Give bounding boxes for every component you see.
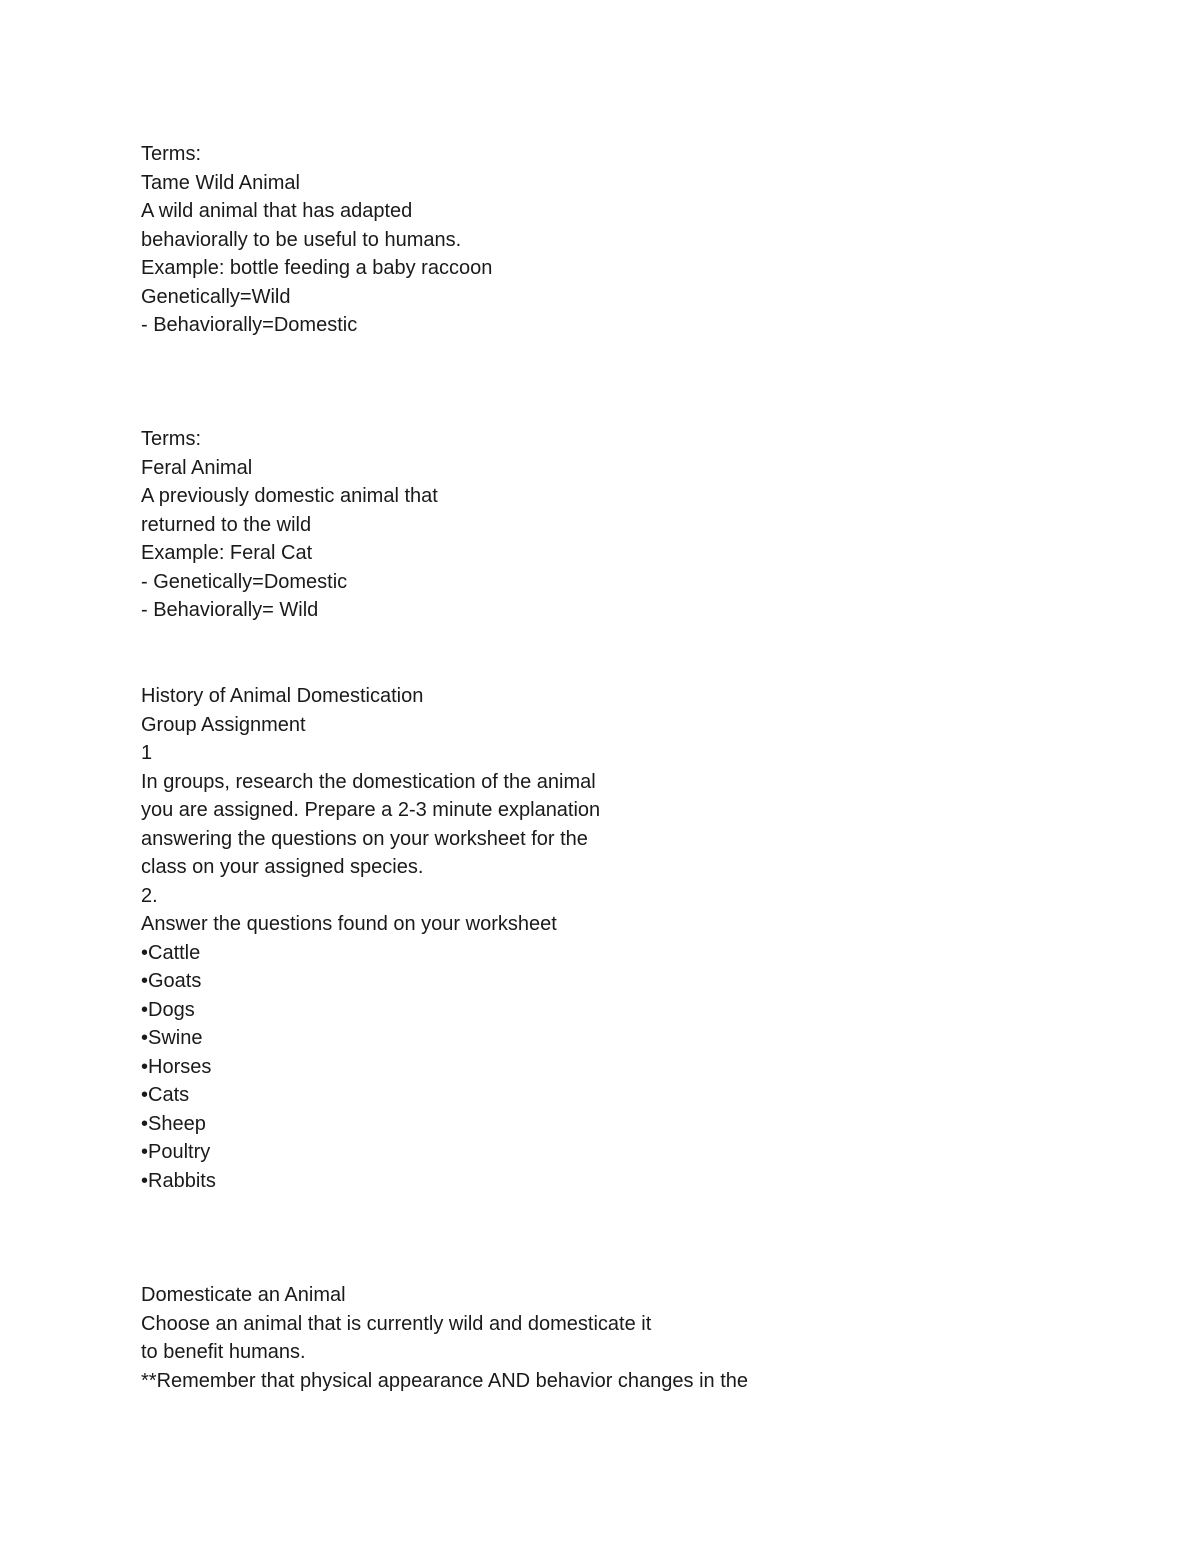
history-subtitle: Group Assignment [141, 713, 306, 736]
step1-line: In groups, research the domestication of the animal [141, 770, 596, 793]
tame-wild-animal-section [141, 140, 492, 340]
section-heading: Terms: [141, 143, 201, 165]
term-title: Feral Animal [141, 456, 253, 479]
step-number: 2. [141, 884, 158, 907]
definition-line: returned to the wild [141, 513, 312, 536]
animal-list-item: •Rabbits [141, 1169, 216, 1192]
domesticate-line: Choose an animal that is currently wild and domesticate it [141, 1312, 652, 1335]
history-section [141, 682, 600, 1195]
behavior-line: - Behaviorally= Wild [141, 599, 319, 621]
animal-list-item: •Dogs [141, 998, 195, 1021]
domesticate-line: to benefit humans. [141, 1341, 306, 1363]
domesticate-line: **Remember that physical appearance AND behavior changes in the [141, 1369, 749, 1392]
genetics-line: - Genetically=Domestic [141, 570, 348, 593]
behavior-line: - Behaviorally=Domestic [141, 314, 358, 336]
animal-list-item: •Cattle [141, 941, 201, 964]
term-title: Tame Wild Animal [141, 171, 300, 194]
history-title: History of Animal Domestication [141, 685, 424, 707]
definition-line: behaviorally to be useful to humans. [141, 228, 462, 251]
step-number: 1 [141, 742, 153, 764]
genetics-line: Genetically=Wild [141, 285, 291, 308]
step1-line: you are assigned. Prepare a 2-3 minute explanation [141, 799, 601, 821]
example-line: Example: bottle feeding a baby raccoon [141, 257, 493, 279]
step1-line: class on your assigned species. [141, 856, 424, 878]
domesticate-section [141, 1281, 748, 1395]
animal-list-item: •Swine [141, 1027, 203, 1049]
animal-list-item: •Poultry [141, 1141, 211, 1163]
animal-list-item: •Goats [141, 970, 202, 992]
section-heading: Terms: [141, 428, 201, 450]
definition-line: A previously domestic animal that [141, 485, 438, 507]
animal-list-item: •Horses [141, 1055, 212, 1078]
step2-line: Answer the questions found on your worksheet [141, 913, 557, 935]
example-line: Example: Feral Cat [141, 542, 313, 564]
domesticate-title: Domesticate an Animal [141, 1284, 346, 1306]
step1-line: answering the questions on your worksheet for the [141, 827, 588, 850]
definition-line: A wild animal that has adapted [141, 200, 413, 222]
feral-animal-section [141, 425, 438, 625]
animal-list-item: •Sheep [141, 1112, 206, 1135]
animal-list-item: •Cats [141, 1084, 190, 1106]
